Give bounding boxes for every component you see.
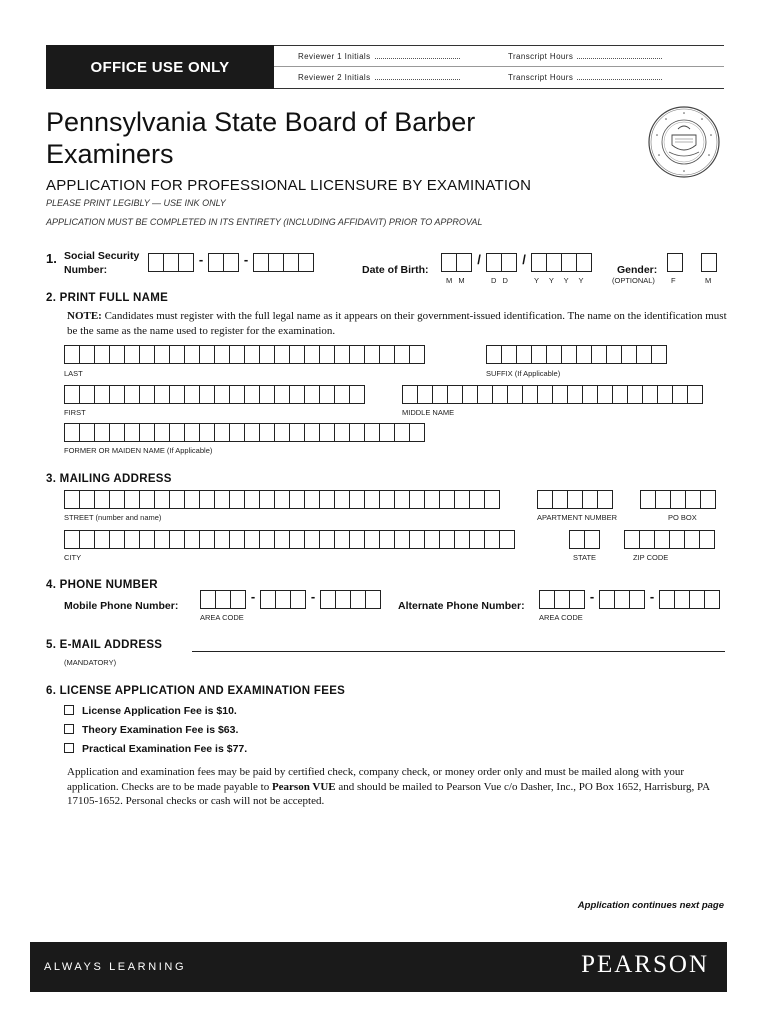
footer-tagline: ALWAYS LEARNING bbox=[44, 961, 187, 973]
dob-yyyy-hint: Y Y Y Y bbox=[534, 276, 588, 285]
reviewer1-field[interactable]: Reviewer 1 Initials bbox=[298, 51, 460, 61]
po-box-input[interactable] bbox=[640, 490, 715, 509]
gender-optional: (OPTIONAL) bbox=[612, 276, 655, 285]
city-label: CITY bbox=[64, 553, 82, 562]
state-input[interactable] bbox=[569, 530, 599, 549]
alternate-phone-input[interactable]: - - bbox=[539, 590, 719, 609]
section-2-title: 2. PRINT FULL NAME bbox=[46, 292, 169, 304]
license-fee-checkbox[interactable] bbox=[64, 705, 74, 715]
mobile-phone-label: Mobile Phone Number: bbox=[64, 600, 179, 612]
fee-item-practical: Practical Examination Fee is $77. bbox=[64, 743, 247, 755]
street-label: STREET (number and name) bbox=[64, 513, 162, 522]
street-input[interactable] bbox=[64, 490, 499, 509]
middle-name-input[interactable] bbox=[402, 385, 702, 404]
print-note: PLEASE PRINT LEGIBLY — USE INK ONLY bbox=[46, 198, 226, 208]
practical-fee-checkbox[interactable] bbox=[64, 743, 74, 753]
dob-mm-hint: M M bbox=[446, 276, 467, 285]
gender-m-box[interactable] bbox=[701, 253, 717, 272]
zip-input[interactable] bbox=[624, 530, 714, 549]
completion-note: APPLICATION MUST BE COMPLETED IN ITS ENTIRETY (INCLUDING AFFIDAVIT) PRIOR TO APPROVAL bbox=[46, 217, 483, 227]
dob-input[interactable]: / / bbox=[441, 253, 591, 272]
zip-label: ZIP CODE bbox=[633, 553, 669, 562]
email-input[interactable] bbox=[192, 651, 725, 652]
first-label: FIRST bbox=[64, 408, 86, 417]
alternate-phone-label: Alternate Phone Number: bbox=[398, 600, 525, 612]
pearson-logo: PEARSON bbox=[581, 951, 709, 978]
gender-f-label: F bbox=[671, 276, 676, 285]
former-label: FORMER OR MAIDEN NAME (If Applicable) bbox=[64, 446, 213, 455]
transcript-hours-1-field[interactable]: Transcript Hours bbox=[508, 51, 662, 61]
dob-dd-hint: D D bbox=[491, 276, 510, 285]
gender-label: Gender: bbox=[617, 264, 658, 276]
dob-label: Date of Birth: bbox=[362, 264, 429, 276]
ssn-label-line2: Number: bbox=[64, 264, 108, 276]
gender-m-label: M bbox=[705, 276, 712, 285]
office-divider bbox=[274, 66, 724, 67]
suffix-label: SUFFIX (If Applicable) bbox=[486, 369, 561, 378]
former-name-input[interactable] bbox=[64, 423, 424, 442]
fee-payment-paragraph: Application and examination fees may be paid by certified check, company check, or money order only and must be mailed along with your application. Checks are to be made payable to Pearson VUE and should be mailed to Pearson Vue c/o Dasher, Inc., PO Box 1652, Harrisburg, PA 17105-1652. Personal checks or cash will not be accepted. bbox=[67, 766, 710, 807]
fee-item-theory: Theory Examination Fee is $63. bbox=[64, 724, 238, 736]
page-subtitle: APPLICATION FOR PROFESSIONAL LICENSURE BY EXAMINATION bbox=[46, 177, 532, 194]
continue-note: Application continues next page bbox=[577, 900, 724, 911]
section-3-title: 3. MAILING ADDRESS bbox=[46, 473, 172, 485]
city-input[interactable] bbox=[64, 530, 514, 549]
apartment-input[interactable] bbox=[537, 490, 612, 509]
state-seal-icon bbox=[647, 105, 721, 179]
gender-f-box[interactable] bbox=[667, 253, 683, 272]
ssn-input[interactable]: - - bbox=[148, 253, 313, 272]
fee-item-license: License Application Fee is $10. bbox=[64, 705, 237, 717]
footer-bar bbox=[30, 942, 727, 992]
page-title: Pennsylvania State Board of Barber Examiners bbox=[46, 107, 476, 169]
section-1-number: 1. bbox=[46, 251, 57, 266]
section-5-title: 5. E-MAIL ADDRESS bbox=[46, 639, 163, 651]
transcript-hours-2-field[interactable]: Transcript Hours bbox=[508, 72, 662, 82]
section-4-title: 4. PHONE NUMBER bbox=[46, 579, 158, 591]
po-box-label: PO BOX bbox=[668, 513, 697, 522]
first-name-input[interactable] bbox=[64, 385, 364, 404]
last-label: LAST bbox=[64, 369, 83, 378]
email-mandatory: (MANDATORY) bbox=[64, 658, 117, 667]
ssn-label-line1: Social Security bbox=[64, 250, 140, 262]
office-use-label: OFFICE USE ONLY bbox=[46, 45, 274, 89]
reviewer2-field[interactable]: Reviewer 2 Initials bbox=[298, 72, 460, 82]
apartment-label: APARTMENT NUMBER bbox=[537, 513, 618, 522]
last-name-input[interactable] bbox=[64, 345, 424, 364]
suffix-input[interactable] bbox=[486, 345, 666, 364]
theory-fee-checkbox[interactable] bbox=[64, 724, 74, 734]
mobile-area-code-label: AREA CODE bbox=[200, 613, 244, 622]
section-6-title: 6. LICENSE APPLICATION AND EXAMINATION FEES bbox=[46, 685, 346, 697]
alternate-area-code-label: AREA CODE bbox=[539, 613, 583, 622]
state-label: STATE bbox=[573, 553, 597, 562]
name-note: NOTE: Candidates must register with the full legal name as it appears on their government-issued identification. The name on the identification must be the same as the name used to register for the examination. bbox=[67, 310, 727, 337]
mobile-phone-input[interactable]: - - bbox=[200, 590, 380, 609]
middle-label: MIDDLE NAME bbox=[402, 408, 455, 417]
